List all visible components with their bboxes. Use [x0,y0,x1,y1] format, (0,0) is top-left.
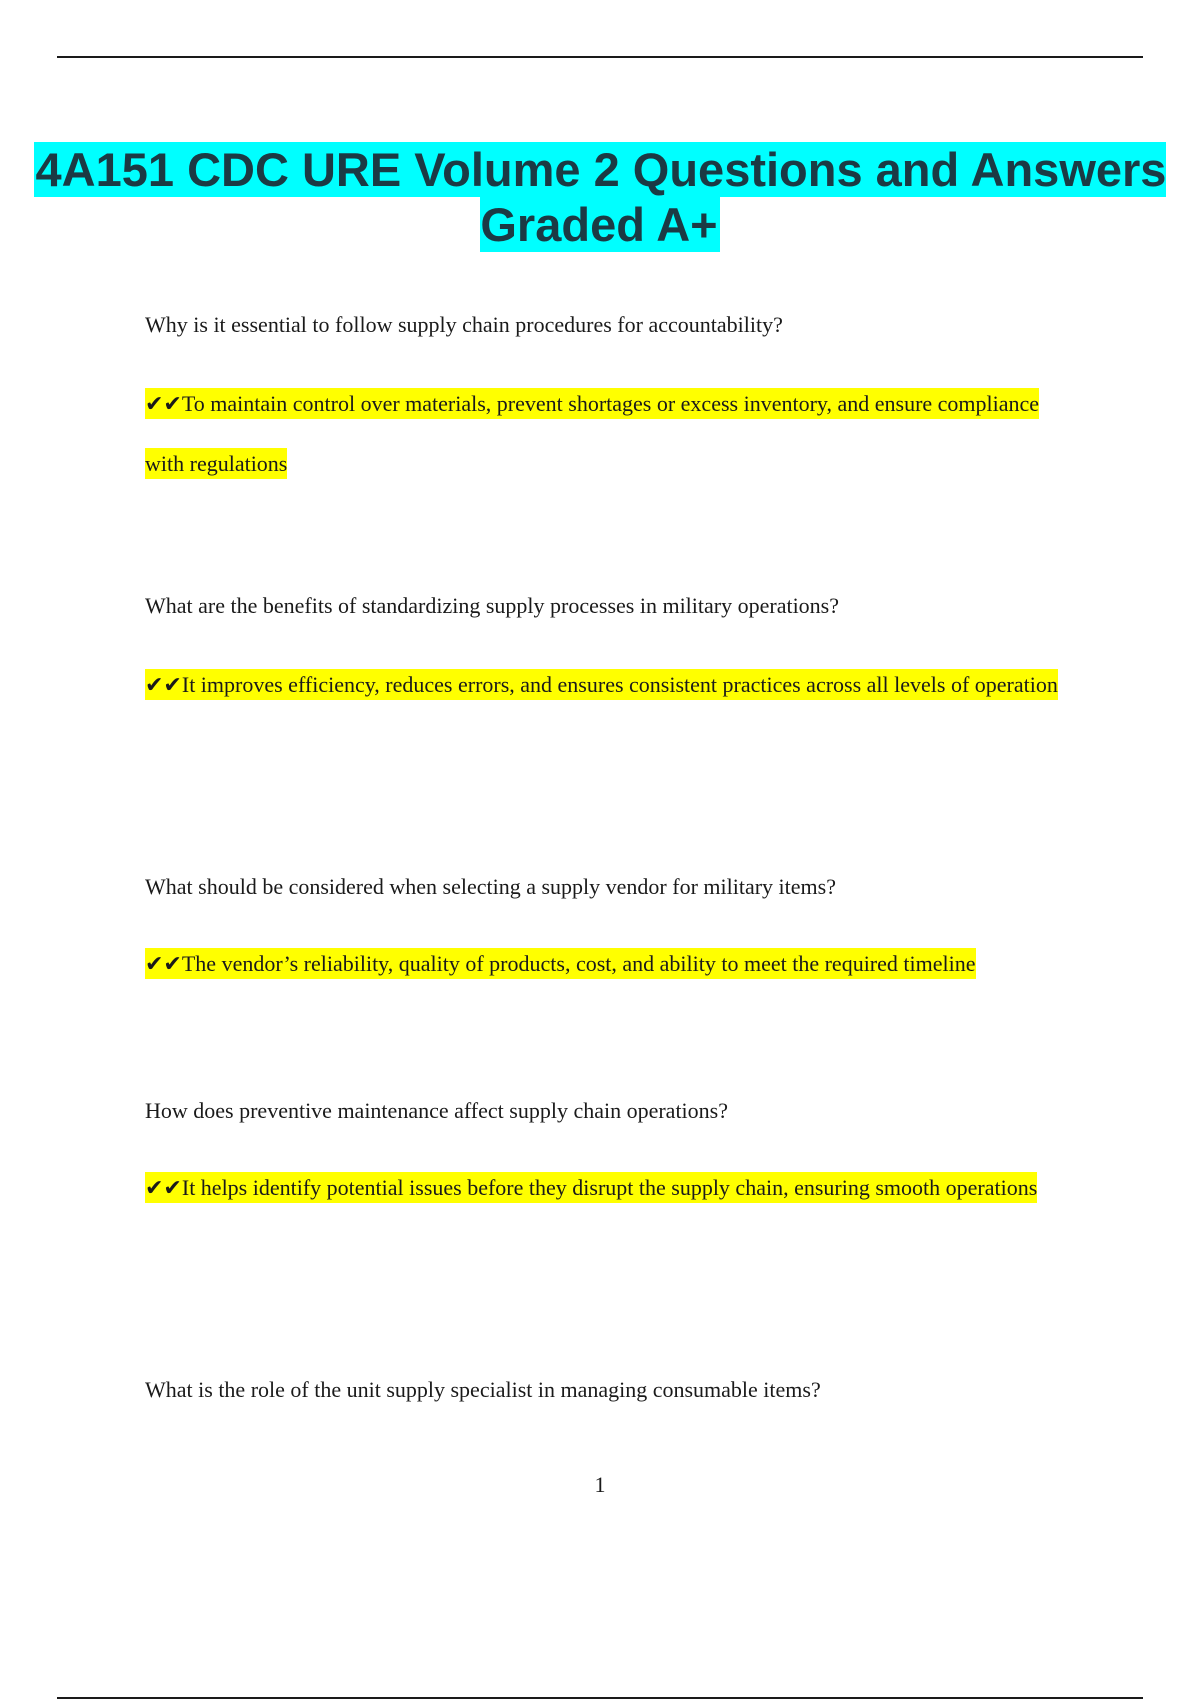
document-title-text: 4A151 CDC URE Volume 2 Questions and Answers Graded A+ [35,143,1167,251]
qa-item [145,1375,1065,1405]
answer-highlight: ✔✔To maintain control over materials, prevent shortages or excess inventory, and ensure compliance with regulations [145,388,1039,479]
document-title [0,142,1200,252]
question-text: What should be considered when selecting a supply vendor for military items? [145,874,836,899]
question-text: What is the role of the unit supply specialist in managing consumable items? [145,1377,821,1402]
header-rule [57,56,1143,58]
answer-text [145,934,1145,994]
answer-highlight: ✔✔It improves efficiency, reduces errors, and ensures consistent practices across all levels of operation [145,669,1058,700]
answer-text [145,655,1065,715]
qa-item [145,310,1065,494]
question-text: Why is it essential to follow supply chain procedures for accountability? [145,312,783,337]
answer-text [145,374,1065,494]
qa-item [145,1096,1065,1218]
qa-item [145,872,1145,994]
page-number: 1 [594,1472,606,1497]
question-text: What are the benefits of standardizing supply processes in military operations? [145,593,840,618]
footer-rule [57,1697,1143,1699]
qa-item [145,591,1065,715]
answer-highlight: ✔✔It helps identify potential issues before they disrupt the supply chain, ensuring smooth operations [145,1172,1037,1203]
answer-text [145,1158,1065,1218]
question-text: How does preventive maintenance affect supply chain operations? [145,1098,728,1123]
answer-highlight: ✔✔The vendor’s reliability, quality of products, cost, and ability to meet the required timeline [145,948,976,979]
